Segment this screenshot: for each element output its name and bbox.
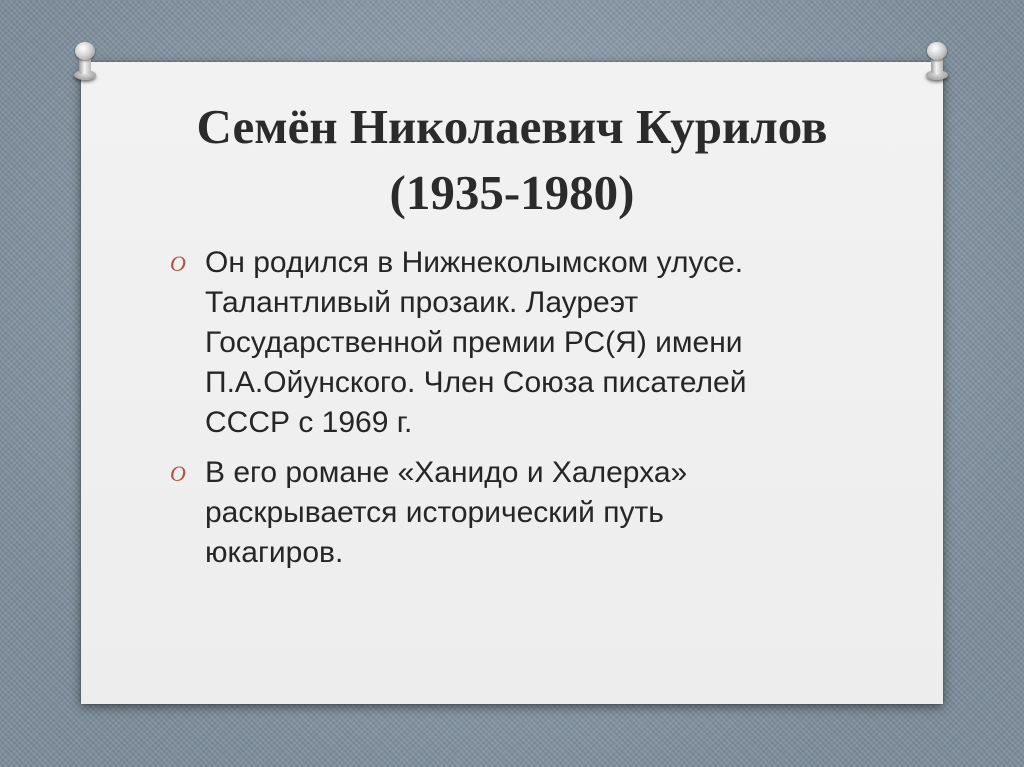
title-name: Семён Николаевич Курилов <box>196 99 828 154</box>
bullet-line: юкагиров. <box>205 536 344 569</box>
bullet-line: Государственной премии РС(Я) имени <box>205 326 743 359</box>
bullet-marker-icon: O <box>170 251 186 276</box>
title-years: (1935-1980) <box>389 165 635 221</box>
bullet-item-novel <box>170 453 890 573</box>
bullet-line: Талантливый прозаик. Лауреэт <box>205 286 639 319</box>
bullet-line: раскрывается исторический путь <box>205 496 664 529</box>
bullet-line: В его романе «Ханидо и Халерха» <box>205 456 688 489</box>
bullet-line: Он родился в Нижнеколымском улусе. <box>205 246 744 279</box>
bullet-marker-icon: O <box>170 461 186 486</box>
bullet-item-biography <box>170 243 890 443</box>
bullet-line: П.А.Ойунского. Член Союза писателей <box>205 366 747 399</box>
pushpin-icon <box>72 42 98 82</box>
bullet-list <box>170 243 890 583</box>
pushpin-icon <box>924 42 950 82</box>
bullet-line: СССР с 1969 г. <box>205 406 413 439</box>
slide-title <box>100 94 924 226</box>
